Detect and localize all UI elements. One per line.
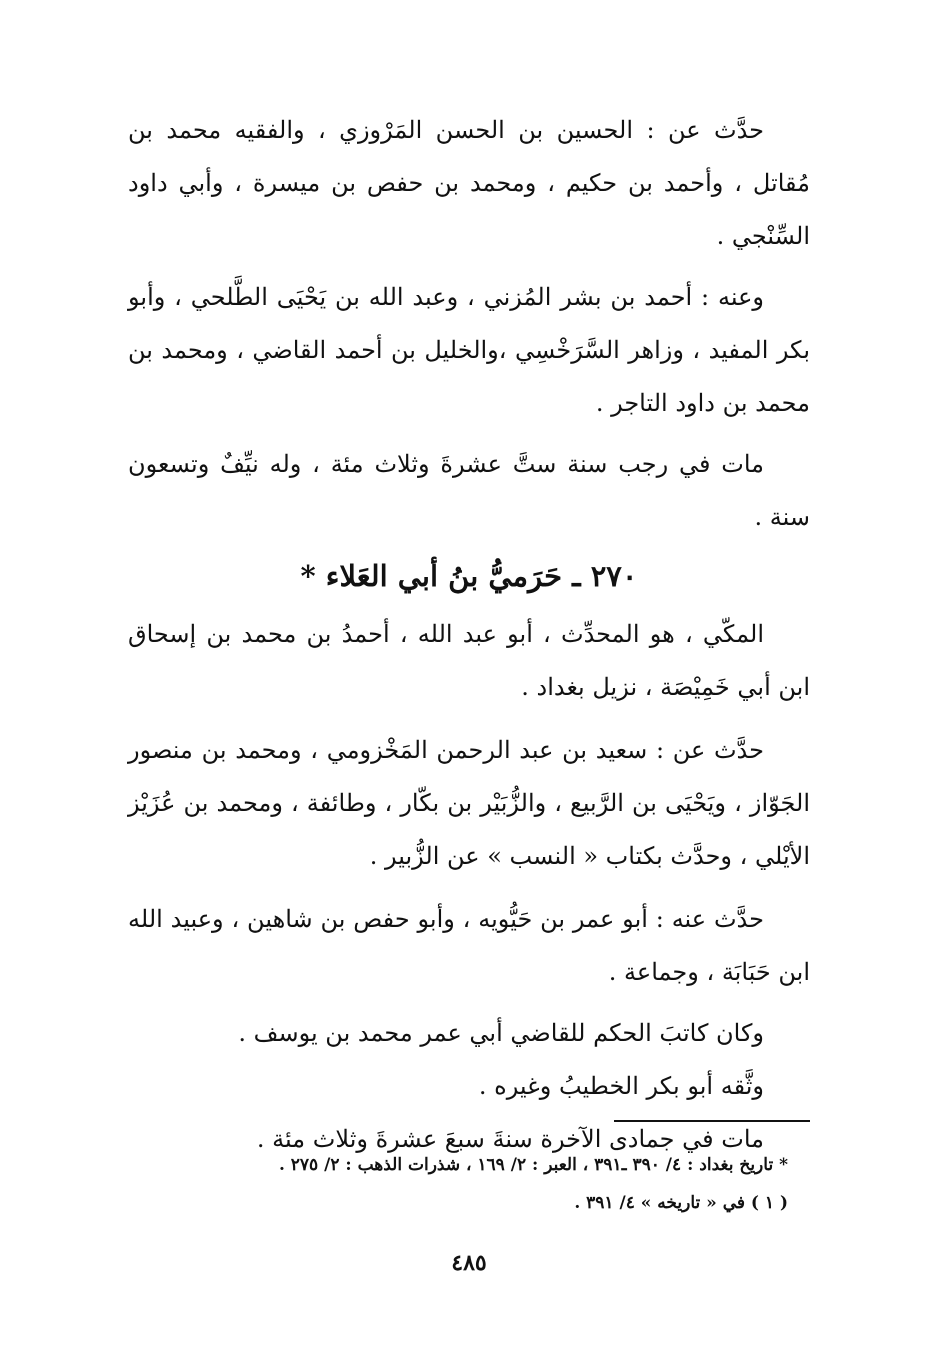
- main-text: [128, 104, 810, 1166]
- paragraph-biography-intro: المكّي ، هو المحدِّث ، أبو عبد الله ، أحمدُ بن محمد بن إسحاق ابن أبي خَمِيْصَة ، نزيل بغداد .: [128, 620, 810, 701]
- footnote-one: ( ١ ) في « تاريخه » ٤/ ٣٩١ .: [574, 1193, 788, 1213]
- footnotes: [150, 1146, 788, 1222]
- paragraph-trustworthy: وثَّقه أبو بكر الخطيبُ وغيره .: [478, 1072, 764, 1100]
- paragraph-narrators-from-him: وعنه : أحمد بن بشر المُزني ، وعبد الله بن يَحْيَى الطَّلحي ، وأبو بكر المفيد ، وزاهر السَّرَخْسِي ،والخليل بن أحمد القاضي ، ومحمد بن محمد بن داود التاجر .: [128, 283, 810, 417]
- paragraph-narrators-from-him-2: حدَّث عنه : أبو عمر بن حَيُّويه ، وأبو حفص بن شاهين ، وعبيد الله ابن حَبَابَة ، وجماعة .: [128, 905, 810, 986]
- paragraph-secretary: وكان كاتبَ الحكم للقاضي أبي عمر محمد بن يوسف .: [238, 1019, 764, 1047]
- entry-heading: ٢٧٠ ـ حَرَميُّ بنُ أبي العَلاء *: [300, 559, 638, 593]
- footnote-sources: * تاريخ بغداد : ٤/ ٣٩٠ ـ٣٩١ ، العبر : ٢/ ١٦٩ ، شذرات الذهب : ٢/ ٢٧٥ .: [278, 1155, 788, 1175]
- paragraph-narrated-from: حدَّث عن : الحسين بن الحسن المَرْوزي ، والفقيه محمد بن مُقاتل ، وأحمد بن حكيم ، ومحمد بن حفص بن ميسرة ، وأبي داود السِّنْجي .: [128, 116, 810, 250]
- paragraph-narrated-from-2: حدَّث عن : سعيد بن عبد الرحمن المَخْزومي ، ومحمد بن منصور الجَوّاز ، ويَحْيَى بن الرَّبيع ، والزُّبَيْر بن بكّار ، وطائفة ، ومحمد بن عُزَيْز الأيْلي ، وحدَّث بكتاب « النسب » عن الزُّبير .: [128, 736, 810, 870]
- footnote-divider: [614, 1120, 810, 1122]
- paragraph-death-note-2: مات في جمادى الآخرة سنةَ سبعَ عشرةَ وثلاث مئة .: [256, 1125, 764, 1153]
- page-number: ٤٨٥: [451, 1250, 487, 1276]
- paragraph-death-note: مات في رجب سنة ستَّ عشرةَ وثلاث مئة ، وله نيِّفٌ وتسعون سنة .: [128, 450, 810, 531]
